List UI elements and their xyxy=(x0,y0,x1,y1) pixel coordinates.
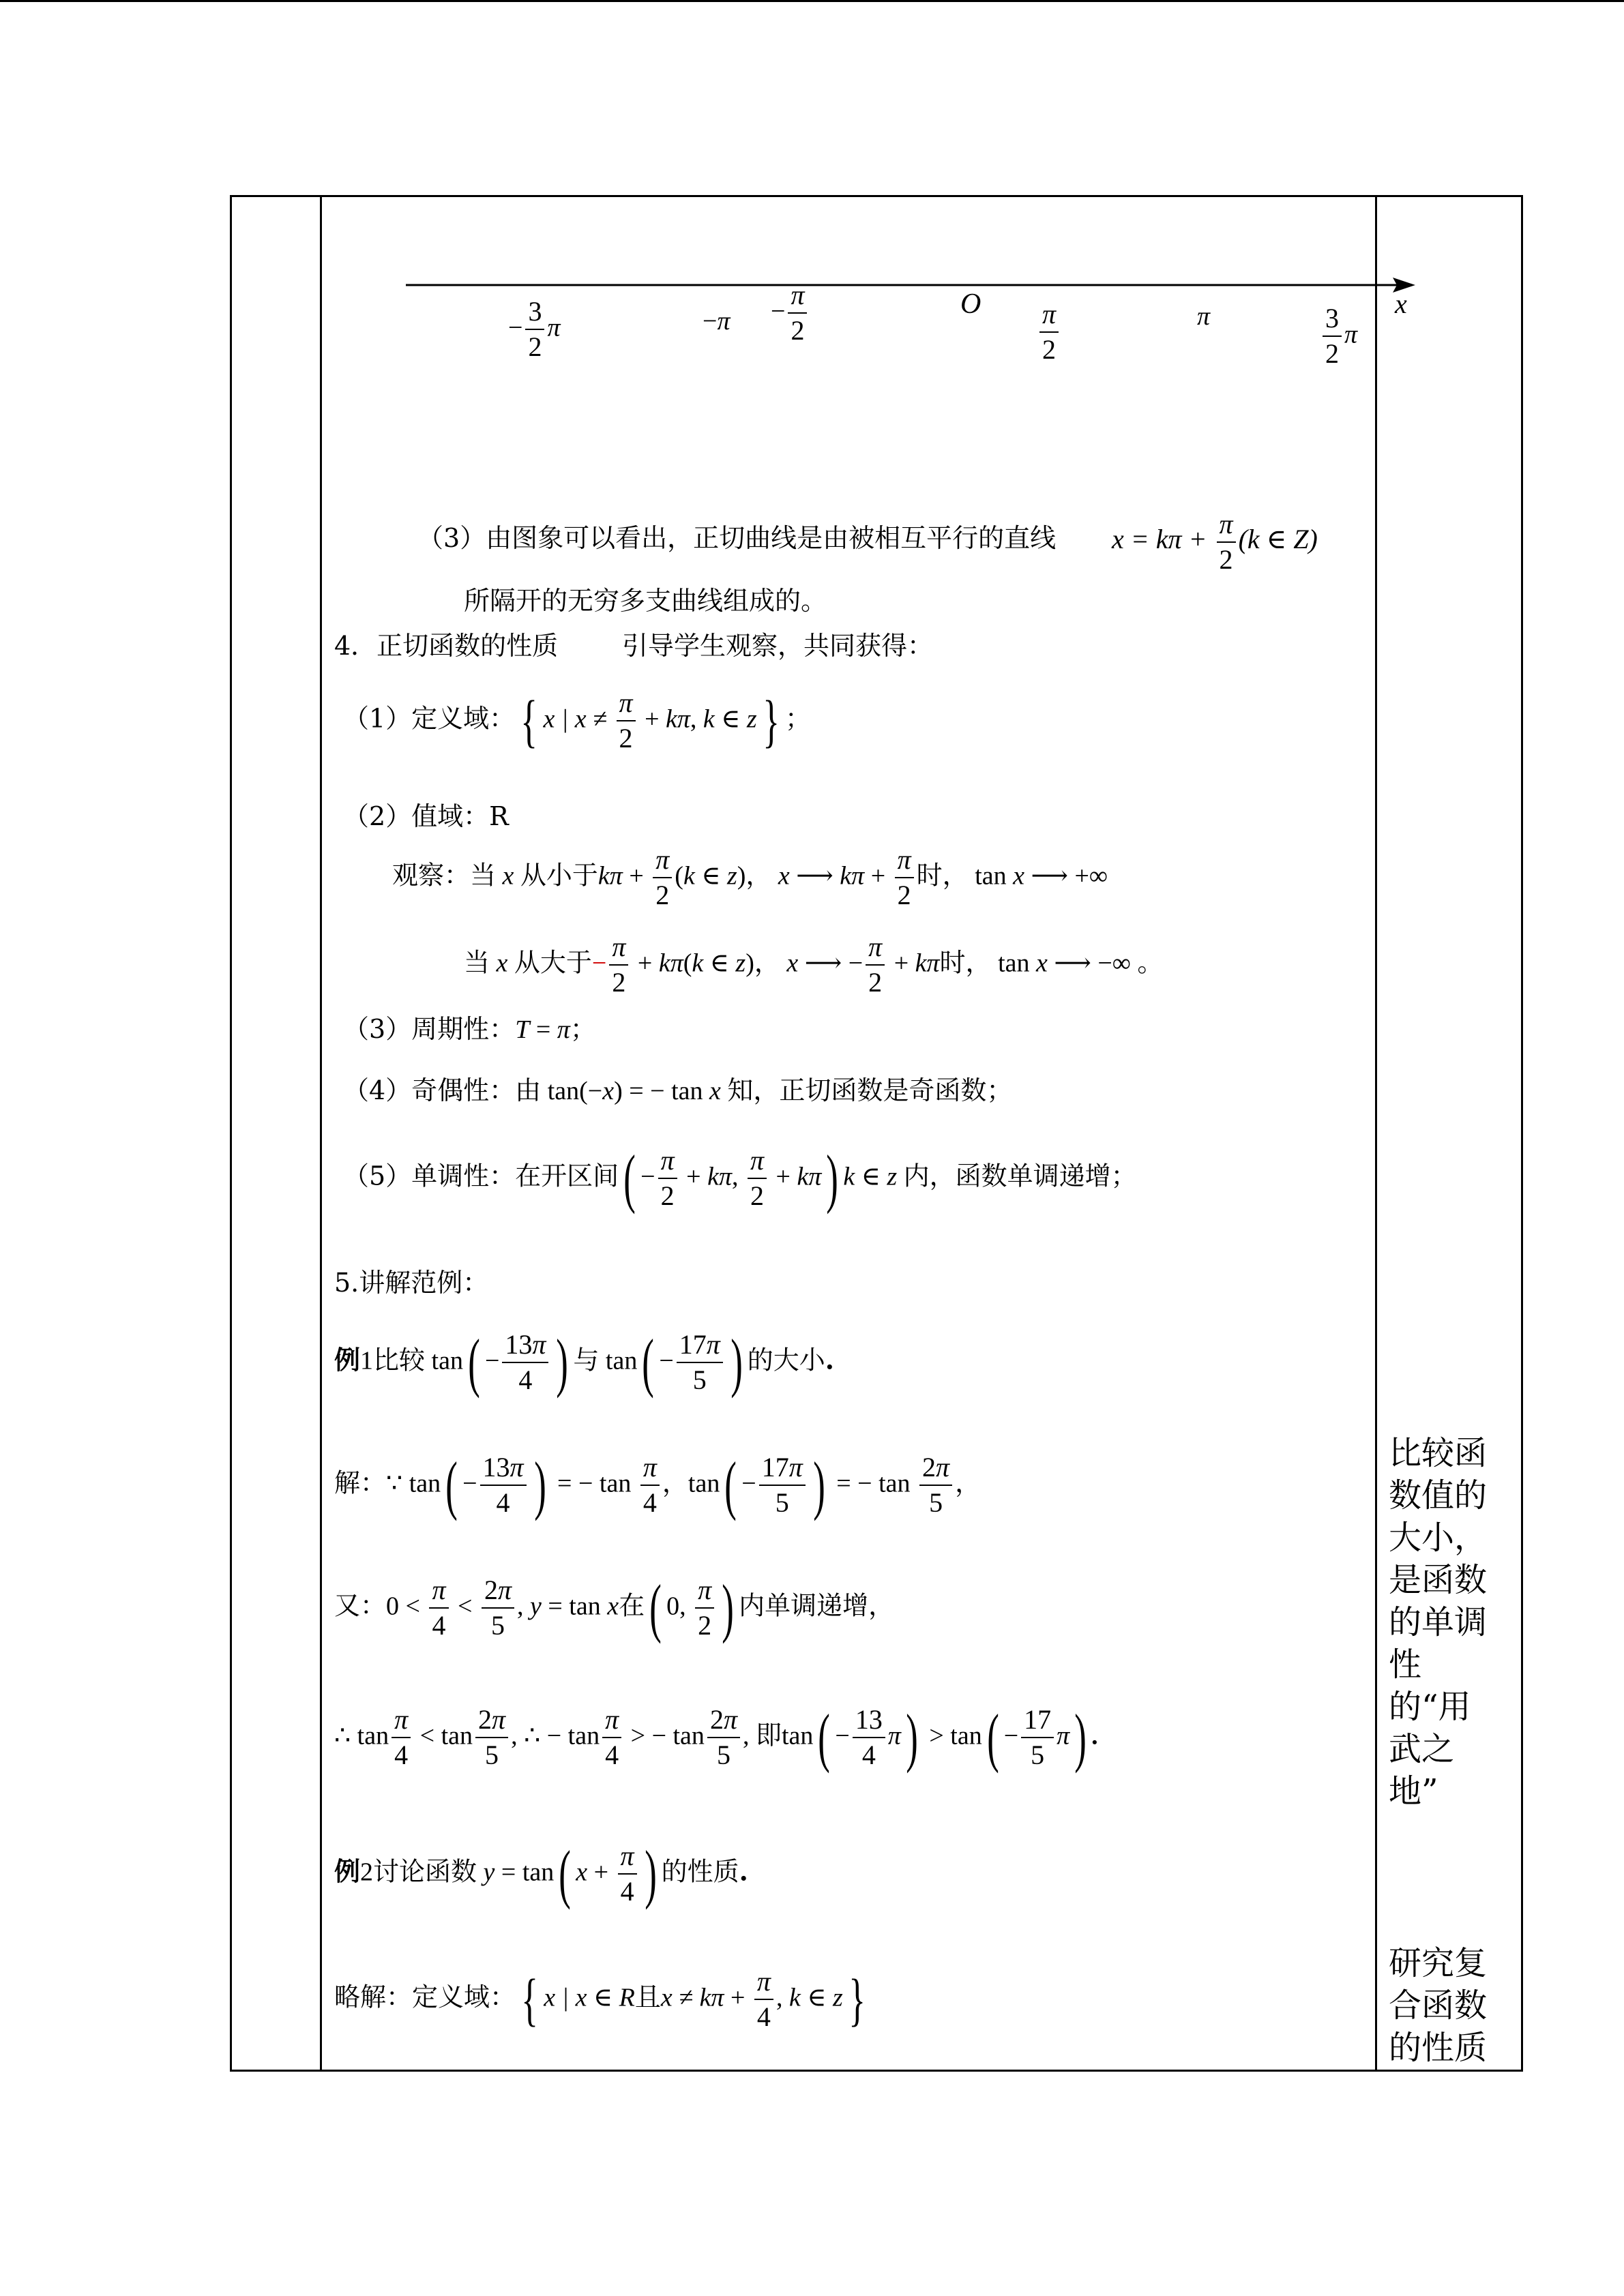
section-4-hint: 引导学生观察，共同获得： xyxy=(622,631,934,661)
x-axis-label: x xyxy=(1395,288,1407,319)
origin-label: O xyxy=(960,288,981,320)
tick-pi-half: $\frac{\pi}{2}$ xyxy=(1037,300,1061,364)
tick-3-2-pi: $\frac{3}{2}$ π xyxy=(1320,304,1357,368)
solution-line-2: 又：0 < $\frac{\pi}{4}$ < $\frac{2\pi}{5}$ , y = tan x在( 0, $\frac{\pi}{2}$ ) 内单调递增， xyxy=(334,1571,895,1644)
range-row: （2）值域：R xyxy=(343,801,509,831)
line3-math: x = kπ + $\frac{\pi}{2}$ (k ∈ Z) xyxy=(1112,509,1318,575)
line3-prefix: （3）由图象可以看出，正切曲线是由被相互平行的直线 xyxy=(417,523,1057,553)
x-axis xyxy=(402,269,1419,297)
column-divider-2 xyxy=(1375,197,1377,2070)
section-4-title: 4．正切函数的性质 xyxy=(334,631,559,661)
solution-line-1: 解：∵ tan( − $\frac{13\pi}{4}$ ) = − tan $\frac{\pi}{4}$ ，tan( − $\frac{17\pi}{5}$ ) = − tan $\frac{2\pi}{5}$ ， xyxy=(334,1448,981,1521)
tick-pi: π xyxy=(1197,302,1211,331)
brief-solution: 略解：定义域：{ x | x ∈ R且x ≠ kπ + $\frac{\pi}{4}$ , k ∈ z} xyxy=(334,1966,866,2032)
domain-label: （1）定义域： xyxy=(343,703,516,734)
section-5-title: 5.讲解范例： xyxy=(334,1268,489,1298)
domain-row: （1）定义域：{ x | x ≠ $\frac{\pi}{2}$ + kπ, k ∈ z} ； xyxy=(343,687,812,754)
example-2: 例2讨论函数 y = tan( x + $\frac{\pi}{4}$ ) 的性质. xyxy=(334,1837,748,1910)
monotonic-row: （5）单调性：在开区间( − $\frac{\pi}{2}$ + kπ, $\frac{\pi}{2}$ + kπ) k ∈ z 内，函数单调递增； xyxy=(343,1142,1137,1214)
period-row: （3）周期性：T = π； xyxy=(343,1014,596,1044)
tick-neg-pi-half: − $\frac{\pi}{2}$ xyxy=(771,281,810,345)
side-note-2: 研究复合函数的性质 xyxy=(1389,1944,1488,2067)
tick-neg-pi: −π xyxy=(703,307,730,336)
observation-2: 当 x 从大于− $\frac{\pi}{2}$ + kπ(k ∈ z)， x ⟶ − $\frac{\pi}{2}$ + kπ时， tan x ⟶ −∞ 。 xyxy=(464,931,1164,998)
solution-line-3: ∴ tan $\frac{\pi}{4}$ < tan $\frac{2\pi}{5}$ , ∴ − tan $\frac{\pi}{4}$ > − tan $\frac{2\pi}{5}$ , 即tan( − $\frac{13}{4}$ π) > tan( − $\frac{17}{5}$ π) . xyxy=(334,1701,1098,1774)
tick-neg-3-2-pi: − $\frac{3}{2}$ π xyxy=(508,296,561,362)
top-rule xyxy=(0,0,1624,2)
side-note-1: 比较函数值的大小，是函数的单调性的“用武之地” xyxy=(1389,1434,1488,1810)
line3-cont: 所隔开的无穷多支曲线组成的。 xyxy=(464,586,827,616)
example-1: 例1比较 tan( − $\frac{13\pi}{4}$ ) 与 tan( − $\frac{17\pi}{5}$ ) 的大小. xyxy=(334,1326,835,1399)
column-divider-1 xyxy=(320,197,322,2070)
lesson-table xyxy=(230,195,1523,2072)
parity-row: （4）奇偶性：由 tan(−x) = − tan x 知，正切函数是奇函数； xyxy=(343,1075,1013,1105)
observation-1: 观察：当 x 从小于kπ + $\frac{\pi}{2}$ (k ∈ z)， x ⟶ kπ + $\frac{\pi}{2}$ 时， tan x ⟶ +∞ xyxy=(392,844,1108,910)
